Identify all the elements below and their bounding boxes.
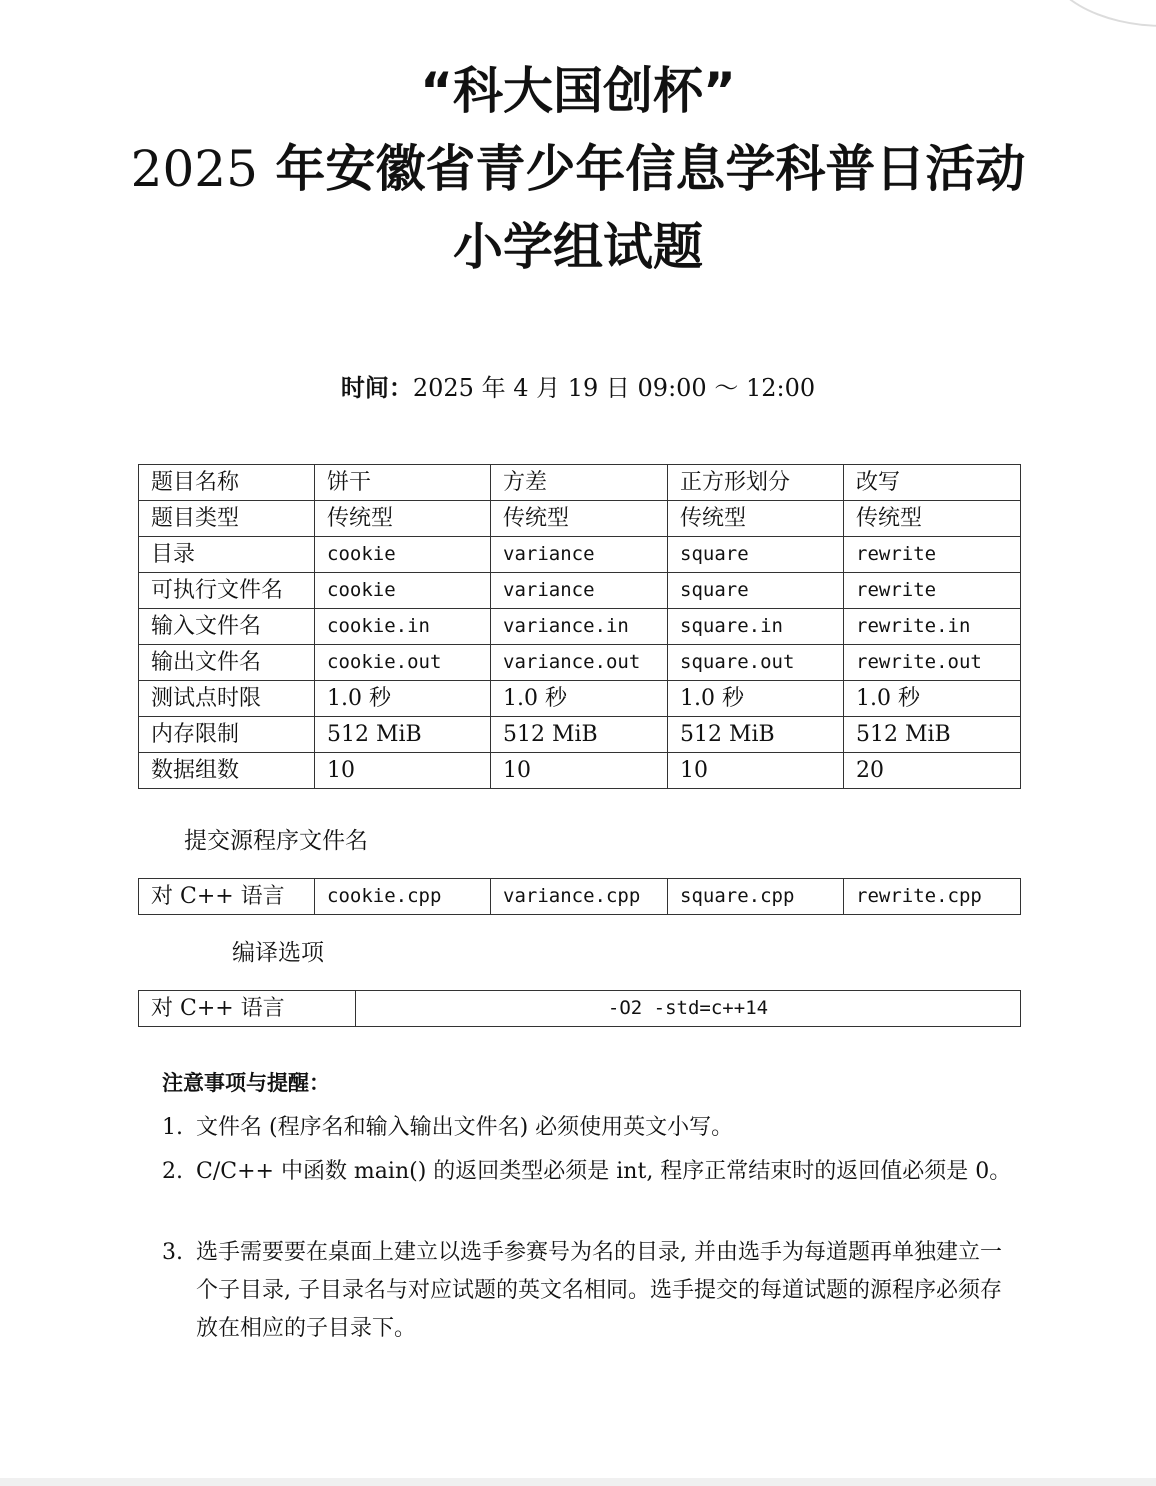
document-title — [0, 52, 1156, 286]
submit-cell-rewrite: rewrite.cpp — [844, 879, 1021, 915]
compile-row — [139, 991, 1021, 1027]
row-label: 内存限制 — [139, 717, 315, 753]
cell-rewrite: 改写 — [844, 465, 1021, 501]
cell-rewrite: 传统型 — [844, 501, 1021, 537]
cell-square: 传统型 — [668, 501, 844, 537]
cell-variance: 512 MiB — [491, 717, 668, 753]
cell-variance: 方差 — [491, 465, 668, 501]
note-text: 文件名 (程序名和输入输出文件名) 必须使用英文小写。 — [196, 1115, 734, 1140]
page-curl-decoration — [1044, 0, 1156, 27]
cell-rewrite: 1.0 秒 — [844, 681, 1021, 717]
cell-cookie: 1.0 秒 — [315, 681, 491, 717]
cell-square: square — [668, 537, 844, 573]
cell-variance: variance.in — [491, 609, 668, 645]
title-year: 2025 — [130, 140, 258, 198]
cell-square: 10 — [668, 753, 844, 789]
table-row — [139, 753, 1021, 789]
compile-row-label: 对 C++ 语言 — [139, 991, 356, 1027]
note-number: 1. — [162, 1115, 183, 1140]
submit-cell-variance: variance.cpp — [491, 879, 668, 915]
page-bottom-edge — [0, 1478, 1156, 1486]
cell-square: 正方形划分 — [668, 465, 844, 501]
cell-cookie: 512 MiB — [315, 717, 491, 753]
time-label: 时间： — [340, 374, 413, 402]
title-line-1: “科大国创杯” — [420, 62, 736, 120]
note-number: 3. — [162, 1240, 183, 1265]
cell-rewrite: rewrite.in — [844, 609, 1021, 645]
table-row — [139, 681, 1021, 717]
cell-variance: 传统型 — [491, 501, 668, 537]
cell-variance: 10 — [491, 753, 668, 789]
note-item-3 — [162, 1234, 1022, 1348]
exam-time — [0, 368, 1156, 408]
table-row — [139, 717, 1021, 753]
submit-filename-table — [138, 878, 1021, 915]
row-label: 数据组数 — [139, 753, 315, 789]
cell-cookie: cookie — [315, 537, 491, 573]
cell-rewrite: 20 — [844, 753, 1021, 789]
table-row — [139, 609, 1021, 645]
row-label: 测试点时限 — [139, 681, 315, 717]
cell-cookie: cookie.in — [315, 609, 491, 645]
note-text: C/C++ 中函数 main() 的返回类型必须是 int, 程序正常结束时的返回值必须是 0。 — [196, 1159, 1012, 1184]
row-label: 题目类型 — [139, 501, 315, 537]
submit-cell-cookie: cookie.cpp — [315, 879, 491, 915]
note-item-2 — [162, 1153, 1022, 1191]
table-row — [139, 645, 1021, 681]
problem-info-table — [138, 464, 1021, 789]
cell-square: 1.0 秒 — [668, 681, 844, 717]
title-line-3: 小学组试题 — [453, 218, 703, 276]
compile-heading: 编译选项 — [232, 940, 324, 966]
cell-variance: variance — [491, 537, 668, 573]
cell-square: 512 MiB — [668, 717, 844, 753]
submit-heading: 提交源程序文件名 — [184, 828, 368, 854]
cell-rewrite: 512 MiB — [844, 717, 1021, 753]
row-label: 题目名称 — [139, 465, 315, 501]
cell-square: square — [668, 573, 844, 609]
title-event: 年安徽省青少年信息学科普日活动 — [257, 140, 1026, 198]
cell-cookie: 传统型 — [315, 501, 491, 537]
cell-rewrite: rewrite.out — [844, 645, 1021, 681]
cell-rewrite: rewrite — [844, 573, 1021, 609]
cell-variance: variance — [491, 573, 668, 609]
notes-heading: 注意事项与提醒： — [162, 1071, 330, 1095]
row-label: 输入文件名 — [139, 609, 315, 645]
table-row — [139, 573, 1021, 609]
note-number: 2. — [162, 1159, 183, 1184]
cell-cookie: cookie — [315, 573, 491, 609]
note-text: 选手需要要在桌面上建立以选手参赛号为名的目录, 并由选手为每道题再单独建立一个子目录, 子目录名与对应试题的英文名相同。选手提交的每道试题的源程序必须存放在相应的子目录下。 — [196, 1240, 1002, 1341]
title-line-2 — [0, 130, 1156, 208]
compile-options-table — [138, 990, 1021, 1027]
time-value: 2025 年 4 月 19 日 09:00 ～ 12:00 — [412, 374, 816, 402]
table-row — [139, 465, 1021, 501]
row-label: 可执行文件名 — [139, 573, 315, 609]
note-item-1 — [162, 1109, 1022, 1147]
cell-cookie: 10 — [315, 753, 491, 789]
cell-cookie: 饼干 — [315, 465, 491, 501]
cell-square: square.out — [668, 645, 844, 681]
submit-cell-square: square.cpp — [668, 879, 844, 915]
row-label: 目录 — [139, 537, 315, 573]
cell-cookie: cookie.out — [315, 645, 491, 681]
compile-flags: -O2 -std=c++14 — [356, 991, 1021, 1027]
cell-variance: variance.out — [491, 645, 668, 681]
cell-variance: 1.0 秒 — [491, 681, 668, 717]
row-label: 输出文件名 — [139, 645, 315, 681]
cell-square: square.in — [668, 609, 844, 645]
table-row — [139, 501, 1021, 537]
submit-row-label: 对 C++ 语言 — [139, 879, 315, 915]
cell-rewrite: rewrite — [844, 537, 1021, 573]
table-row — [139, 537, 1021, 573]
submit-row — [139, 879, 1021, 915]
